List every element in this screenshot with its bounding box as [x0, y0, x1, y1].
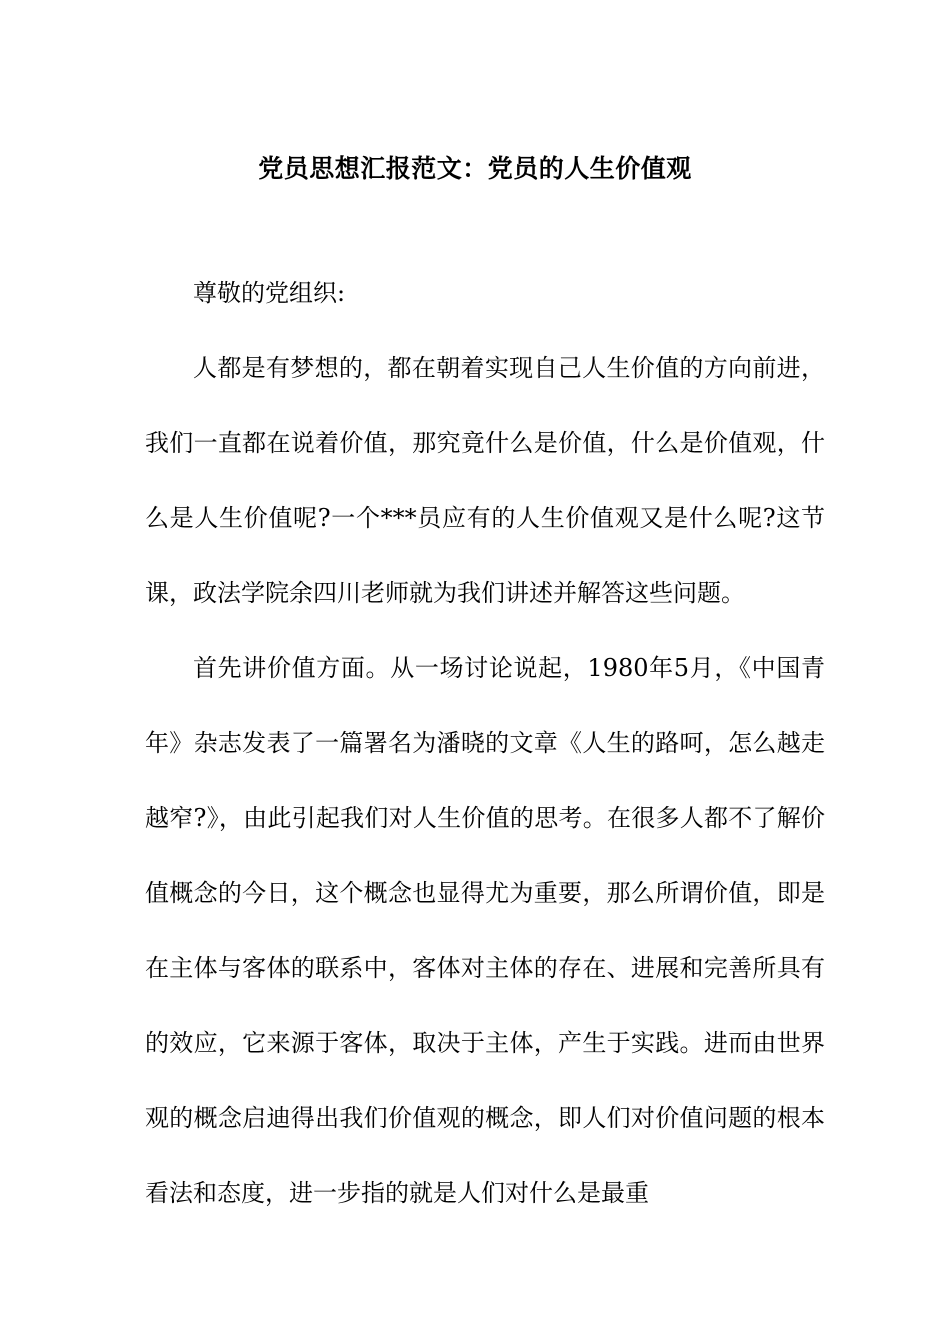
document-title: 党员思想汇报范文：党员的人生价值观 — [258, 153, 692, 183]
document-body — [145, 256, 825, 1231]
paragraph-intro: 人都是有梦想的，都在朝着实现自己人生价值的方向前进，我们一直都在说着价值，那究竟什么是价值，什么是价值观，什么是人生价值呢?一个***员应有的人生价值观又是什么呢?这节课，政法学院余四川老师就为我们讲述并解答这些问题。 — [145, 354, 825, 607]
paragraph-value-concept: 首先讲价值方面。从一场讨论说起，1980年5月，《中国青年》杂志发表了一篇署名为潘晓的文章《人生的路呵，怎么越走越窄?》，由此引起我们对人生价值的思考。在很多人都不了解价值概念的今日，这个概念也显得尤为重要，那么所谓价值，即是在主体与客体的联系中，客体对主体的存在、进展和完善所具有的效应，它来源于客体，取决于主体，产生于实践。进而由世界观的概念启迪得出我们价值观的概念，即人们对价值问题的根本看法和态度，进一步指的就是人们对什么是最重 — [145, 654, 825, 1207]
paragraph-salutation: 尊敬的党组织: — [193, 279, 346, 307]
